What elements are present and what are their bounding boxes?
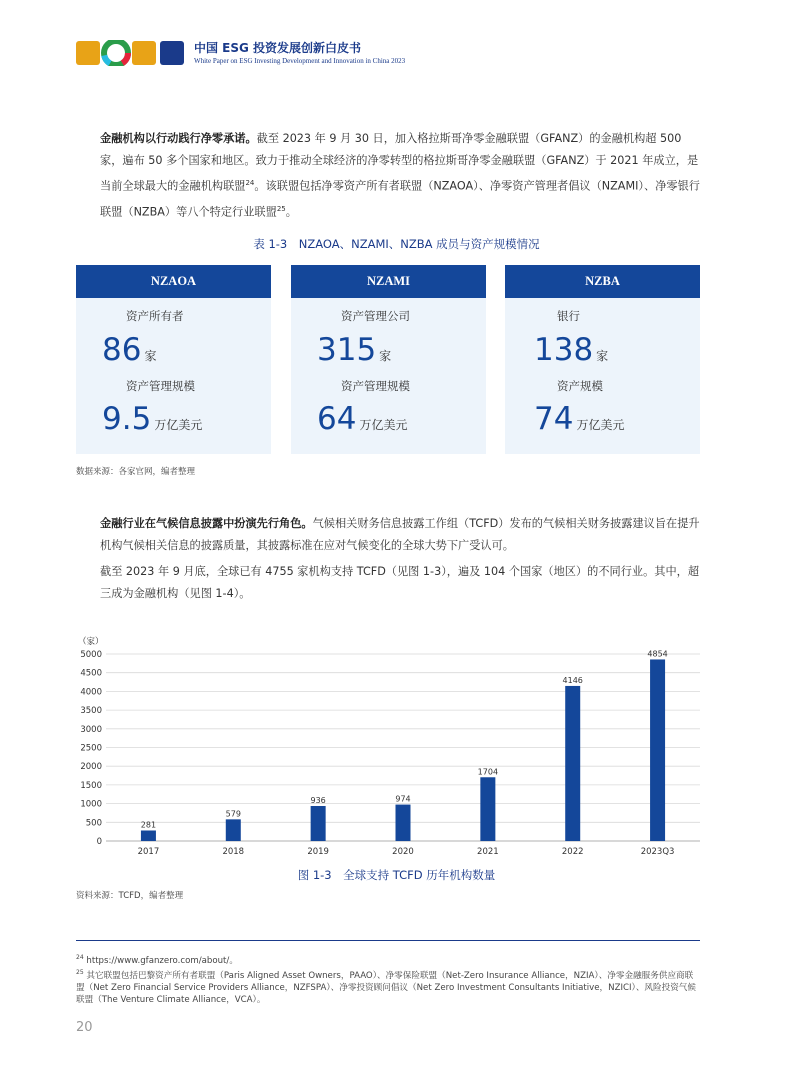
bar (480, 777, 495, 841)
x-tick-label: 2020 (392, 847, 414, 857)
bar (565, 686, 580, 841)
bar-data-label: 974 (395, 794, 411, 804)
bar-data-label: 281 (140, 820, 157, 830)
bar (226, 819, 241, 841)
para2-text: 气候相关财务信息披露工作组（TCFD）发布的气候相关财务披露建议旨在提升机构气候相关信息的披露质量，其披露标准在应对气候变化的全球大势下广受认可。 (100, 517, 700, 552)
para1-text3: 。 (285, 205, 297, 219)
y-tick-label: 4000 (80, 687, 102, 698)
y-tick-label: 5000 (80, 650, 102, 660)
para1-text1: 截至 2023 年 9 月 30 日，加入格拉斯哥净零金融联盟（GFANZ）的金融机构超 500 家，遍布 50 多个国家和地区。致力于推动全球经济的净零转型的格拉斯哥净零金融联盟（GFANZ）于 2021 年成立，是当前全球最大的金融机构联盟 (100, 132, 699, 193)
footnote-text: 其它联盟包括巴黎资产所有者联盟（Paris Aligned Asset Owners，PAAO）、净零保险联盟（Net-Zero Insurance Alliance，NZIA）、净零金融服务供应商联盟（Net Zero Financial Service Providers Alliance，NZFSPA）、净零投资顾问倡议（Net Zero Investment Consultants Initiative，NZICI）、风险投资气候联盟（The Venture Climate Alliance，VCA）。 (76, 970, 696, 1005)
paragraph-tcfd (100, 513, 700, 557)
bar-data-label: 4146 (562, 675, 583, 685)
y-tick-label: 2500 (80, 743, 102, 754)
card-asset-size (317, 401, 408, 437)
card-nzba (505, 265, 700, 454)
bar-data-label: 936 (310, 795, 326, 805)
card-header: NZAMI (291, 265, 486, 298)
asset-size-unit: 万亿美元 (576, 418, 625, 432)
card-asset-size (534, 401, 625, 437)
bar-data-label: 1704 (477, 767, 499, 777)
card-header: NZAOA (76, 265, 271, 298)
paragraph-tcfd-stats (100, 561, 700, 605)
para1-text2: 。该联盟包括净零资产所有者联盟（NZAOA）、净零资产管理者倡议（NZAMI）、净零银行联盟（NZBA）等八个特定行业联盟 (100, 179, 700, 219)
card-label-assets: 资产规模 (557, 379, 603, 393)
member-count-value: 138 (534, 332, 594, 368)
card-member-count (534, 332, 609, 368)
y-tick-label: 0 (96, 837, 102, 847)
asset-size-value: 74 (534, 401, 574, 437)
bar (141, 830, 156, 841)
y-tick-label: 500 (85, 818, 102, 829)
footnote-24 (76, 952, 700, 967)
y-tick-label: 2000 (80, 762, 102, 773)
y-tick-label: 3500 (80, 706, 102, 717)
card-member-count (317, 332, 392, 368)
member-count-unit: 家 (596, 349, 609, 363)
figure-caption: 图 1-3 全球支持 TCFD 历年机构数量 (297, 868, 496, 882)
card-asset-size (102, 401, 203, 437)
table-title: 表 1-3 NZAOA、NZAMI、NZBA 成员与资产规模情况 (253, 237, 540, 251)
footnote-ref-25[interactable]: 25 (276, 204, 286, 213)
card-nzami (291, 265, 486, 454)
para1-lead: 金融机构以行动践行净零承诺。 (100, 132, 257, 145)
member-count-unit: 家 (379, 349, 392, 363)
card-label-members: 资产管理公司 (341, 309, 410, 323)
card-label-assets: 资产管理规模 (341, 379, 410, 393)
x-tick-label: 2018 (222, 847, 245, 857)
asset-size-value: 64 (317, 401, 357, 437)
y-tick-label: 1000 (80, 799, 102, 810)
card-header: NZBA (505, 265, 700, 298)
footnote-link[interactable]: https://www.gfanzero.com/about/。 (86, 955, 238, 966)
card-label-members: 银行 (557, 309, 580, 323)
figure-source: 资料来源：TCFD，编者整理 (76, 891, 184, 901)
bar (311, 806, 326, 841)
y-tick-label: 1500 (80, 780, 102, 791)
asset-size-unit: 万亿美元 (154, 418, 203, 432)
x-tick-label: 2023Q3 (640, 847, 675, 857)
bar (650, 659, 665, 841)
y-tick-label: 3000 (80, 724, 102, 735)
asset-size-value: 9.5 (102, 401, 152, 437)
footnote-ref-24[interactable]: 24 (245, 179, 255, 187)
bar-data-label: 579 (225, 809, 241, 819)
logo-text: 2023 (130, 59, 133, 60)
asset-size-unit: 万亿美元 (359, 418, 408, 432)
card-nzaoa (76, 265, 271, 454)
page-number: 20 (76, 1020, 93, 1035)
card-label-assets: 资产管理规模 (126, 379, 195, 393)
bar (396, 805, 411, 841)
x-tick-label: 2021 (477, 847, 499, 857)
y-axis-unit-label: （家） (78, 637, 104, 647)
table-source: 数据来源：各家官网，编者整理 (76, 467, 196, 477)
footnote-divider (76, 940, 700, 941)
tcfd-bar-chart (76, 628, 706, 860)
bar-data-label: 4854 (647, 649, 668, 659)
header-subtitle: White Paper on ESG Investing Development and Innovation in China 2023 (194, 57, 406, 65)
card-member-count (102, 332, 157, 368)
x-tick-label: 2019 (307, 847, 329, 857)
x-tick-label: 2022 (561, 847, 584, 857)
card-label-members: 资产所有者 (126, 309, 184, 323)
paragraph-gfanz (100, 128, 700, 223)
x-tick-label: 2017 (137, 847, 160, 857)
footnote-number: 24 (76, 954, 84, 961)
member-count-value: 315 (317, 332, 377, 368)
y-tick-label: 4500 (80, 668, 102, 679)
footnote-number: 25 (76, 969, 84, 976)
para2-lead: 金融行业在气候信息披露中扮演先行角色。 (100, 517, 313, 530)
para3-text: 截至 2023 年 9 月底，全球已有 4755 家机构支持 TCFD（见图 1-3），遍及 104 个国家（地区）的不同行业。其中，超三成为金融机构（见图 1-4）。 (100, 565, 700, 600)
header-title: 中国 ESG 投资发展创新白皮书 (194, 41, 362, 55)
member-count-unit: 家 (144, 349, 157, 363)
report-logo (76, 40, 184, 66)
member-count-value: 86 (102, 332, 142, 368)
footnote-25 (76, 967, 700, 1006)
